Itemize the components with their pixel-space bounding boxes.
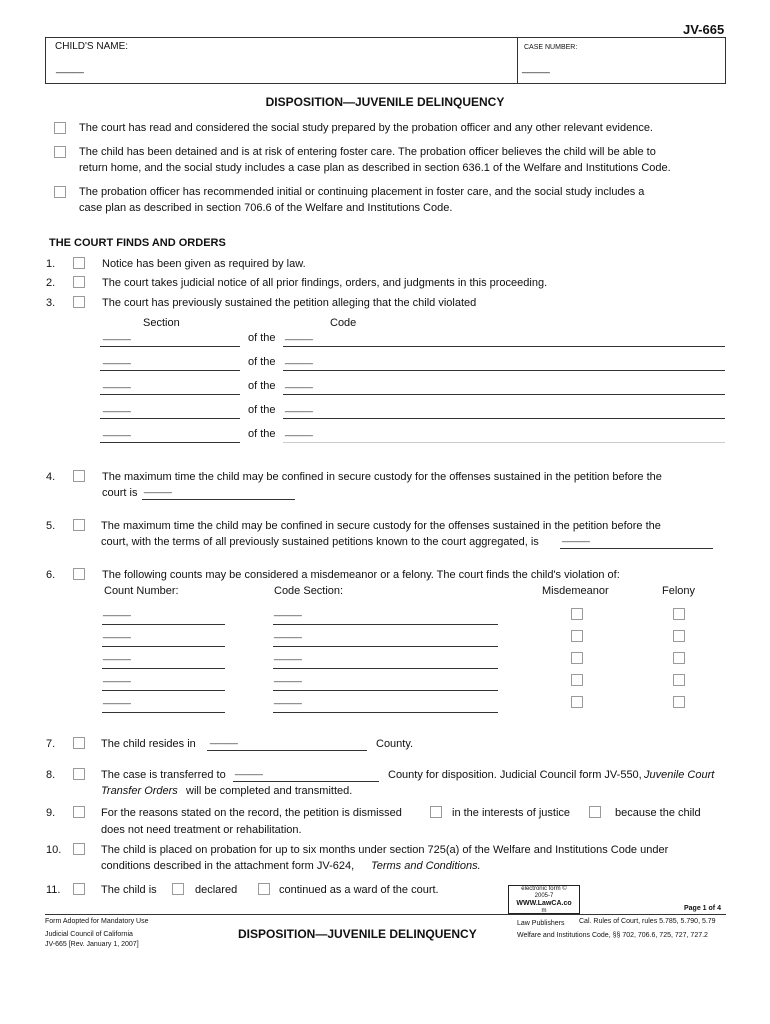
felony-checkbox[interactable] bbox=[673, 674, 685, 686]
item-9-number: 9. bbox=[46, 807, 56, 819]
code-blank: _____ bbox=[285, 354, 313, 365]
count-number-label: Count Number: bbox=[104, 585, 179, 597]
item-4-text-1: The maximum time the child may be confined in secure custody for the offenses sustained in the petition before the bbox=[102, 471, 662, 483]
footer-rules: Cal. Rules of Court, rules 5.785, 5.790, 5.79 bbox=[579, 918, 716, 925]
code-field[interactable] bbox=[283, 358, 725, 371]
count-number-blank: _____ bbox=[103, 606, 131, 617]
intro-text-1: The court has read and considered the social study prepared by the probation officer and any other relevant evidence. bbox=[79, 122, 653, 134]
item-11-checkbox[interactable] bbox=[73, 883, 85, 895]
transfer-county-blank: _____ bbox=[235, 765, 263, 776]
item-6-checkbox[interactable] bbox=[73, 568, 85, 580]
interests-of-justice-checkbox[interactable] bbox=[430, 806, 442, 818]
item-11-text-b: declared bbox=[195, 884, 238, 896]
felony-checkbox[interactable] bbox=[673, 608, 685, 620]
footer-revision: JV-665 [Rev. January 1, 2007] bbox=[45, 941, 139, 948]
item-8-text-a: The case is transferred to bbox=[101, 769, 226, 781]
item-5-text-1: The maximum time the child may be confined in secure custody for the offenses sustained in the petition before the bbox=[101, 520, 661, 532]
item-11-text-c: continued as a ward of the court. bbox=[279, 884, 439, 896]
code-field[interactable] bbox=[283, 382, 725, 395]
caption-box bbox=[45, 37, 726, 84]
item-4-blank: _____ bbox=[144, 483, 172, 494]
felony-label: Felony bbox=[662, 585, 696, 597]
code-section-field[interactable] bbox=[273, 656, 498, 669]
section-blank: _____ bbox=[103, 378, 131, 389]
code-blank: _____ bbox=[285, 378, 313, 389]
code-section-field[interactable] bbox=[273, 612, 498, 625]
page-number: Page 1 of 4 bbox=[684, 905, 721, 912]
code-blank: _____ bbox=[285, 330, 313, 341]
intro-text-2b: return home, and the social study includes a case plan as described in section 636.1 of the Welfare and Institutions Code. bbox=[79, 162, 671, 174]
code-section-blank: _____ bbox=[274, 606, 302, 617]
footer-divider bbox=[45, 914, 726, 915]
item-7-text: The child resides in bbox=[101, 738, 196, 750]
count-number-blank: _____ bbox=[103, 672, 131, 683]
code-section-blank: _____ bbox=[274, 628, 302, 639]
stamp-line-3: WWW.LawCA.co bbox=[516, 900, 572, 907]
item-9-checkbox[interactable] bbox=[73, 806, 85, 818]
item-5-checkbox[interactable] bbox=[73, 519, 85, 531]
code-column-label: Code bbox=[330, 317, 357, 329]
of-the-label: of the bbox=[248, 404, 276, 416]
county-residence-blank: _____ bbox=[210, 734, 238, 745]
findings-heading: THE COURT FINDS AND ORDERS bbox=[49, 237, 226, 249]
item-10-number: 10. bbox=[46, 844, 62, 856]
of-the-label: of the bbox=[248, 380, 276, 392]
intro-text-2a: The child has been detained and is at risk of entering foster care. The probation officer believes the child will be able to bbox=[79, 146, 656, 158]
intro-checkbox-3[interactable] bbox=[54, 186, 66, 198]
code-section-label: Code Section: bbox=[274, 585, 344, 597]
footer-code: Welfare and Institutions Code, §§ 702, 706.6, 725, 727, 727.2 bbox=[517, 932, 708, 939]
item-9-text-b: in the interests of justice bbox=[452, 807, 571, 819]
count-number-blank: _____ bbox=[103, 628, 131, 639]
misdemeanor-checkbox[interactable] bbox=[571, 696, 583, 708]
stamp-line-1: electronic form © bbox=[521, 886, 567, 892]
item-2-number: 2. bbox=[46, 277, 56, 289]
continued-checkbox[interactable] bbox=[258, 883, 270, 895]
item-9-text-c: because the child bbox=[615, 807, 701, 819]
code-section-field[interactable] bbox=[273, 700, 498, 713]
no-treatment-checkbox[interactable] bbox=[589, 806, 601, 818]
intro-checkbox-2[interactable] bbox=[54, 146, 66, 158]
case-number-label: CASE NUMBER: bbox=[524, 44, 578, 51]
code-section-field[interactable] bbox=[273, 678, 498, 691]
code-section-blank: _____ bbox=[274, 694, 302, 705]
item-4-number: 4. bbox=[46, 471, 56, 483]
footer-adopted: Form Adopted for Mandatory Use bbox=[45, 918, 149, 925]
misdemeanor-checkbox[interactable] bbox=[571, 608, 583, 620]
item-8-text-b: County for disposition. Judicial Council form JV-550, bbox=[388, 769, 642, 781]
item-8-number: 8. bbox=[46, 769, 56, 781]
section-blank: _____ bbox=[103, 330, 131, 341]
child-name-field[interactable]: _____ bbox=[56, 63, 84, 74]
stamp-line-2: 2005-7 bbox=[534, 893, 554, 899]
code-section-field[interactable] bbox=[273, 634, 498, 647]
item-2-checkbox[interactable] bbox=[73, 276, 85, 288]
item-1-text: Notice has been given as required by law. bbox=[102, 258, 306, 270]
item-8-text-e: will be completed and transmitted. bbox=[186, 785, 353, 797]
item-1-checkbox[interactable] bbox=[73, 257, 85, 269]
form-number: JV-665 bbox=[683, 22, 725, 37]
item-8-text-d: Transfer Orders bbox=[101, 785, 178, 797]
item-10-text-1: The child is placed on probation for up to six months under section 725(a) of the Welfare and Institutions Code under bbox=[101, 844, 669, 856]
count-number-blank: _____ bbox=[103, 650, 131, 661]
stamp-line-4: m bbox=[541, 908, 547, 914]
code-field[interactable] bbox=[283, 334, 725, 347]
felony-checkbox[interactable] bbox=[673, 652, 685, 664]
of-the-label: of the bbox=[248, 356, 276, 368]
item-10-text-2b: Terms and Conditions. bbox=[371, 860, 481, 872]
caption-divider bbox=[517, 37, 518, 84]
intro-text-3a: The probation officer has recommended initial or continuing placement in foster care, and the social study includes a bbox=[79, 186, 645, 198]
item-7-checkbox[interactable] bbox=[73, 737, 85, 749]
item-4-text-2: court is bbox=[102, 487, 138, 499]
footer-title: DISPOSITION—JUVENILE DELINQUENCY bbox=[238, 927, 477, 941]
section-blank: _____ bbox=[103, 354, 131, 365]
item-3-checkbox[interactable] bbox=[73, 296, 85, 308]
item-11-number: 11. bbox=[46, 884, 61, 896]
declared-checkbox[interactable] bbox=[172, 883, 184, 895]
item-5-text-2: court, with the terms of all previously sustained petitions known to the court aggregated, is bbox=[101, 536, 539, 548]
item-5-blank: _____ bbox=[562, 532, 590, 543]
item-11-text-a: The child is bbox=[101, 884, 157, 896]
item-7-number: 7. bbox=[46, 738, 56, 750]
section-column-label: Section bbox=[143, 317, 180, 329]
intro-checkbox-1[interactable] bbox=[54, 122, 66, 134]
footer-council: Judicial Council of California bbox=[45, 931, 133, 938]
item-8-text-c: Juvenile Court bbox=[644, 769, 715, 781]
item-5-number: 5. bbox=[46, 520, 56, 532]
item-8-checkbox[interactable] bbox=[73, 768, 85, 780]
of-the-label: of the bbox=[248, 332, 276, 344]
misdemeanor-label: Misdemeanor bbox=[542, 585, 609, 597]
form-title: DISPOSITION—JUVENILE DELINQUENCY bbox=[265, 95, 505, 109]
item-10-text-2a: conditions described in the attachment form JV-624, bbox=[101, 860, 355, 872]
item-3-text: The court has previously sustained the petition alleging that the child violated bbox=[102, 297, 477, 309]
misdemeanor-checkbox[interactable] bbox=[571, 652, 583, 664]
section-blank: _____ bbox=[103, 426, 131, 437]
item-10-checkbox[interactable] bbox=[73, 843, 85, 855]
code-field[interactable] bbox=[283, 430, 725, 443]
misdemeanor-checkbox[interactable] bbox=[571, 630, 583, 642]
item-6-number: 6. bbox=[46, 569, 56, 581]
of-the-label: of the bbox=[248, 428, 276, 440]
item-7-county: County. bbox=[376, 738, 414, 750]
item-9-text-a: For the reasons stated on the record, the petition is dismissed bbox=[101, 807, 402, 819]
intro-text-3b: case plan as described in section 706.6 of the Welfare and Institutions Code. bbox=[79, 202, 453, 214]
publisher-stamp bbox=[508, 885, 580, 914]
felony-checkbox[interactable] bbox=[673, 630, 685, 642]
code-section-blank: _____ bbox=[274, 672, 302, 683]
code-field[interactable] bbox=[283, 406, 725, 419]
item-9-text-d: does not need treatment or rehabilitation. bbox=[101, 824, 302, 836]
item-1-number: 1. bbox=[46, 258, 56, 270]
child-name-label: CHILD'S NAME: bbox=[55, 41, 129, 52]
item-4-checkbox[interactable] bbox=[73, 470, 85, 482]
item-2-text: The court takes judicial notice of all prior findings, orders, and judgments in this proceeding. bbox=[102, 277, 548, 289]
section-blank: _____ bbox=[103, 402, 131, 413]
misdemeanor-checkbox[interactable] bbox=[571, 674, 583, 686]
item-6-text: The following counts may be considered a misdemeanor or a felony. The court finds the child's violation of: bbox=[102, 569, 620, 581]
code-section-blank: _____ bbox=[274, 650, 302, 661]
felony-checkbox[interactable] bbox=[673, 696, 685, 708]
code-blank: _____ bbox=[285, 402, 313, 413]
item-3-number: 3. bbox=[46, 297, 56, 309]
code-blank: _____ bbox=[285, 426, 313, 437]
law-publishers: Law Publishers bbox=[517, 920, 565, 927]
case-number-field[interactable]: _____ bbox=[522, 63, 550, 74]
count-number-blank: _____ bbox=[103, 694, 131, 705]
